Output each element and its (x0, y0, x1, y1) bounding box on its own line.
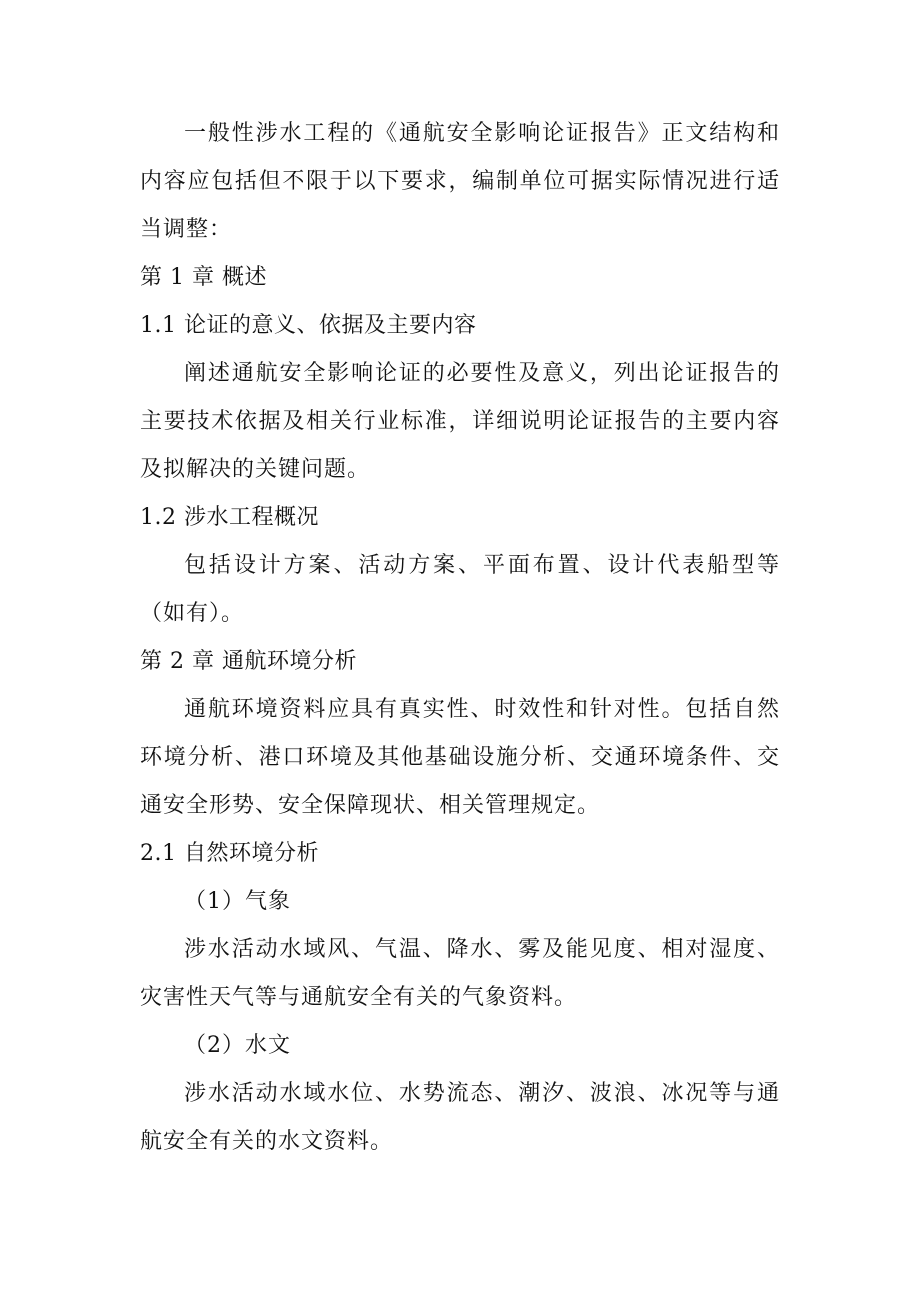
section-1-1-heading: 1.1 论证的意义、依据及主要内容 (140, 313, 477, 338)
chapter-2-paragraph: 通航环境资料应具有真实性、时效性和针对性。包括自然环境分析、港口环境及其他基础设施分析、交通环境条件、交通安全形势、安全保障现状、相关管理规定。 (140, 697, 780, 818)
section-1-1-paragraph: 阐述通航安全影响论证的必要性及意义，列出论证报告的主要技术依据及相关行业标准，详细说明论证报告的主要内容及拟解决的关键问题。 (140, 361, 780, 482)
section-1-2-heading: 1.2 涉水工程概况 (140, 505, 319, 530)
item-1-heading: （1）气象 (184, 889, 291, 914)
item-2-paragraph: 涉水活动水域水位、水势流态、潮汐、波浪、冰况等与通航安全有关的水文资料。 (140, 1081, 780, 1154)
document-body (140, 110, 780, 1166)
section-2-1-heading: 2.1 自然环境分析 (140, 841, 319, 866)
chapter-1-heading: 第 1 章 概述 (140, 265, 267, 290)
item-1-paragraph: 涉水活动水域风、气温、降水、雾及能见度、相对湿度、灾害性天气等与通航安全有关的气象资料。 (140, 937, 780, 1010)
intro-paragraph: 一般性涉水工程的《通航安全影响论证报告》正文结构和内容应包括但不限于以下要求，编制单位可据实际情况进行适当调整： (140, 121, 780, 242)
section-1-2-paragraph: 包括设计方案、活动方案、平面布置、设计代表船型等（如有）。 (140, 553, 780, 626)
chapter-2-heading: 第 2 章 通航环境分析 (140, 649, 357, 674)
item-2-heading: （2）水文 (184, 1033, 291, 1058)
